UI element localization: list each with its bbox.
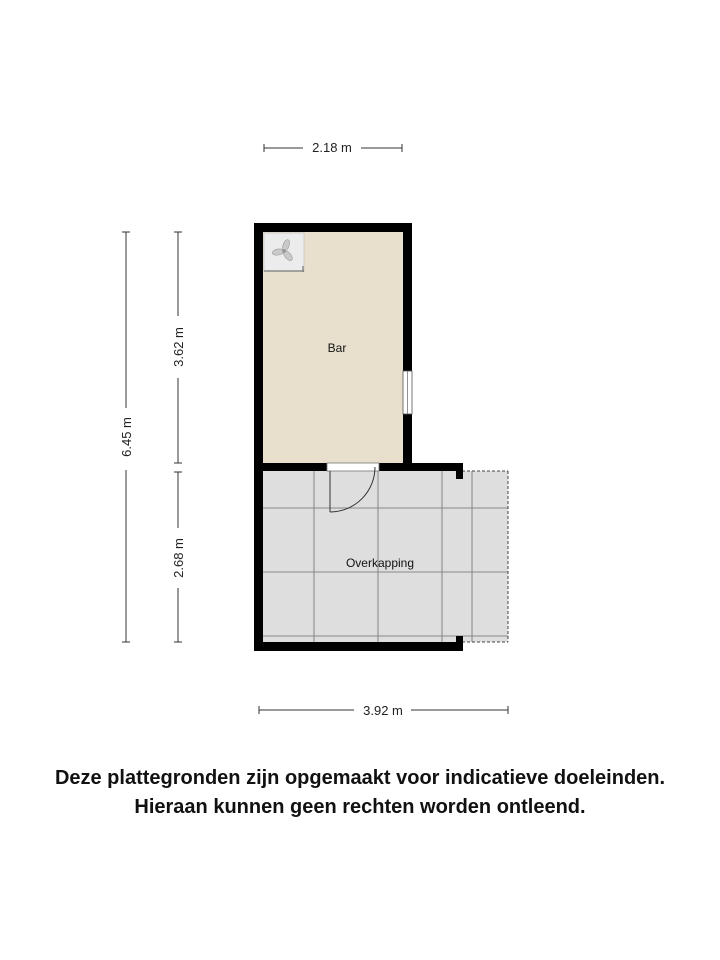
fan-icon xyxy=(264,233,304,272)
top-dimension-label: 2.18 m xyxy=(312,140,352,155)
total-height-dimension xyxy=(119,232,134,642)
disclaimer xyxy=(0,764,720,822)
disclaimer-line-1: Deze plattegronden zijn opgemaakt voor indicatieve doeleinden. xyxy=(54,767,666,789)
total-height-label: 6.45 m xyxy=(119,417,134,457)
bar-height-label: 3.62 m xyxy=(171,327,186,367)
overkapping-height-dimension xyxy=(171,472,186,642)
room-label-bar: Bar xyxy=(327,341,347,355)
disclaimer-line-2: Hieraan kunnen geen rechten worden ontleend. xyxy=(134,796,586,818)
bar-height-dimension xyxy=(171,232,186,463)
bottom-dimension xyxy=(259,703,508,718)
bar-window xyxy=(403,371,412,414)
room-label-overkapping: Overkapping xyxy=(345,556,415,570)
top-dimension xyxy=(264,140,402,155)
overkapping-height-label: 2.68 m xyxy=(171,538,186,578)
bottom-dimension-label: 3.92 m xyxy=(363,703,403,718)
